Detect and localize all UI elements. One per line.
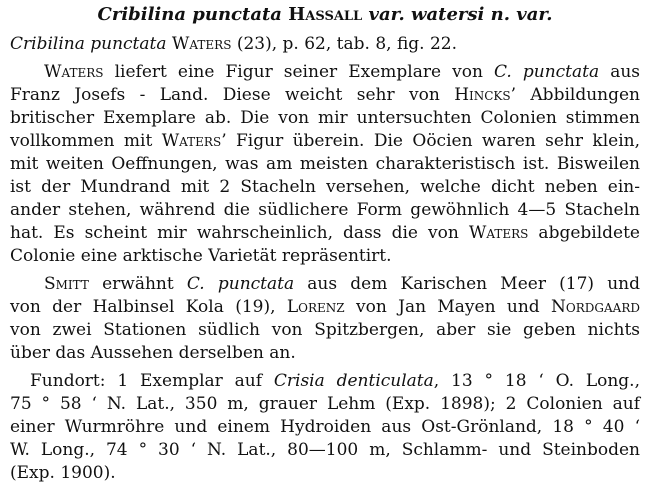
paragraph-1-line-1: Waters liefert eine Figur seiner Exemplare von C. punctata aus <box>44 62 640 82</box>
paragraph-1-line-5: mit weiten Oeffnungen, was am meisten charakteristisch ist. Bisweilen <box>10 154 640 174</box>
citation-ref: (23), p. 62, tab. 8, fig. 22. <box>236 34 458 54</box>
title-author: Hassall <box>288 4 363 25</box>
paragraph-3-line-3: einer Wurmröhre und einem Hydroiden aus Ost-Grönland, 18 ° 40 ‘ <box>10 417 640 437</box>
paragraph-1-line-2: Franz Josefs - Land. Diese weicht sehr von Hincks’ Abbildungen <box>10 85 640 105</box>
paragraph-2-line-2: von der Halbinsel Kola (19), Lorenz von Jan Mayen und Nordgaard <box>10 297 640 317</box>
section-title <box>0 4 650 26</box>
paragraph-1-line-7: ander stehen, während die südlichere Form gewöhnlich 4—5 Stacheln <box>10 200 640 220</box>
paragraph-3-line-4: W. Long., 74 ° 30 ‘ N. Lat., 80—100 m, Schlamm- und Steinboden <box>10 440 640 460</box>
paragraph-1-line-9: Colonie eine arktische Varietät repräsentirt. <box>10 246 392 266</box>
paragraph-2-line-4: über das Aussehen derselben an. <box>10 343 296 363</box>
paragraph-3-line-5: (Exp. 1900). <box>10 463 116 483</box>
paragraph-3-line-2: 75 ° 58 ‘ N. Lat., 350 m, grauer Lehm (Exp. 1898); 2 Colonien auf <box>10 394 640 414</box>
paragraph-1-line-4: vollkommen mit Waters’ Figur überein. Die Oöcien waren sehr klein, <box>10 131 640 151</box>
paragraph-1-line-3: britischer Exemplare ab. Die von mir untersuchten Colonien stimmen <box>10 108 640 128</box>
paragraph-3-line-1: Fundort: 1 Exemplar auf Crisia denticulata, 13 ° 18 ‘ O. Long., <box>30 371 640 391</box>
paragraph-1-line-8: hat. Es scheint mir wahrscheinlich, dass die von Waters abgebildete <box>10 223 640 243</box>
citation-line <box>0 33 650 55</box>
title-variety: var. watersi n. var. <box>368 4 553 25</box>
citation-name: Cribilina punctata <box>10 34 167 54</box>
paragraph-2-line-1: Smitt erwähnt C. punctata aus dem Karischen Meer (17) und <box>44 274 640 294</box>
paragraph-1-line-6: ist der Mundrand mit 2 Stacheln versehen, welche dicht neben ein- <box>10 177 640 197</box>
paragraph-2-line-3: von zwei Stationen südlich von Spitzbergen, aber sie geben nichts <box>10 320 640 340</box>
citation-author: Waters <box>171 34 232 54</box>
title-species: Cribilina punctata <box>97 4 282 25</box>
